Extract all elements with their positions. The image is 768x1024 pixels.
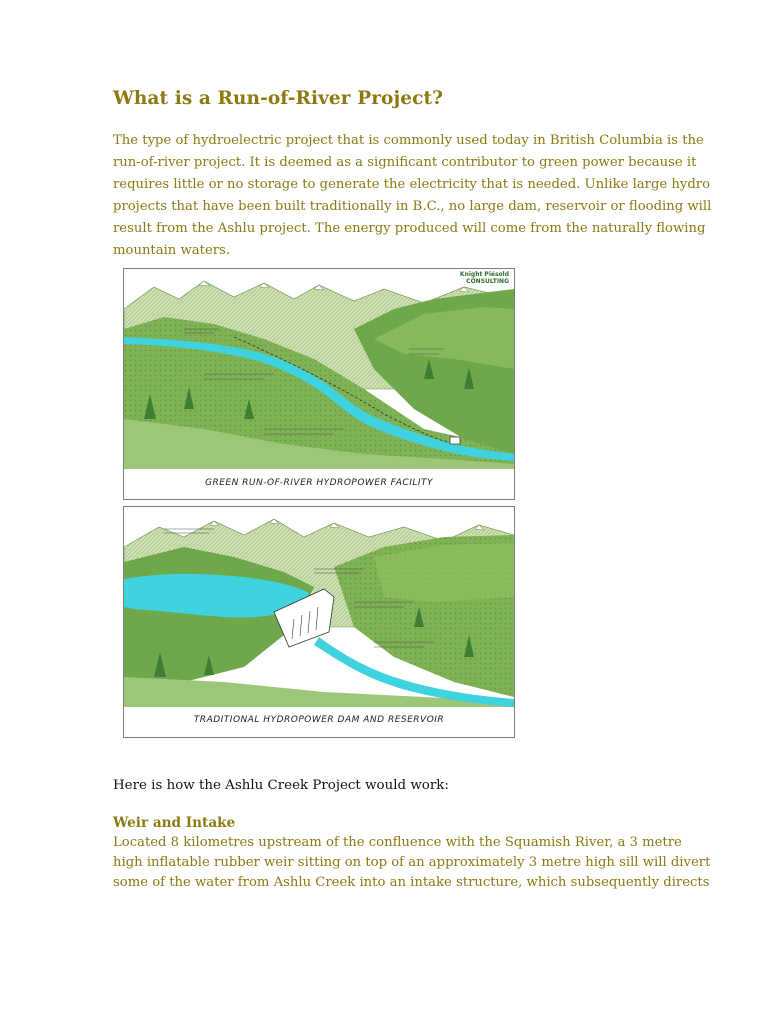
section-heading: Weir and Intake	[113, 815, 236, 831]
weir-line: some of the water from Ashlu Creek into an intake structure, which subsequently directs	[113, 875, 710, 890]
howto-text: Here is how the Ashlu Creek Project would work:	[113, 778, 449, 793]
weir-line: Located 8 kilometres upstream of the confluence with the Squamish River, a 3 metre	[113, 835, 682, 850]
intro-line: run-of-river project. It is deemed as a significant contributor to green power because it	[113, 155, 697, 170]
traditional-dam-drawing	[124, 507, 514, 737]
intro-line: The type of hydroelectric project that is commonly used today in British Columbia is the	[113, 133, 704, 148]
run-of-river-illustration	[123, 268, 515, 500]
intro-line: projects that have been built traditionally in B.C., no large dam, reservoir or flooding will	[113, 199, 712, 214]
figure1-caption: GREEN RUN-OF-RIVER HYDROPOWER FACILITY	[204, 478, 434, 488]
traditional-dam-illustration	[123, 506, 515, 738]
consultant-logo	[460, 271, 509, 285]
logo-name: Knight Piésold	[459, 271, 509, 278]
logo-subtitle: CONSULTING	[466, 278, 509, 285]
weir-paragraph	[113, 833, 711, 893]
intro-line: mountain waters.	[113, 243, 231, 258]
run-of-river-drawing	[124, 269, 514, 499]
weir-line: high inflatable rubber weir sitting on top of an approximately 3 metre high sill will divert	[113, 855, 711, 870]
intro-paragraph	[113, 130, 712, 262]
intro-line: result from the Ashlu project. The energy produced will come from the naturally flowing	[113, 221, 706, 236]
page-title: What is a Run-of-River Project?	[113, 88, 444, 109]
figure2-caption: TRADITIONAL HYDROPOWER DAM AND RESERVOIR	[193, 715, 445, 725]
intro-line: requires little or no storage to generate the electricity that is needed. Unlike large hydro	[113, 177, 711, 192]
